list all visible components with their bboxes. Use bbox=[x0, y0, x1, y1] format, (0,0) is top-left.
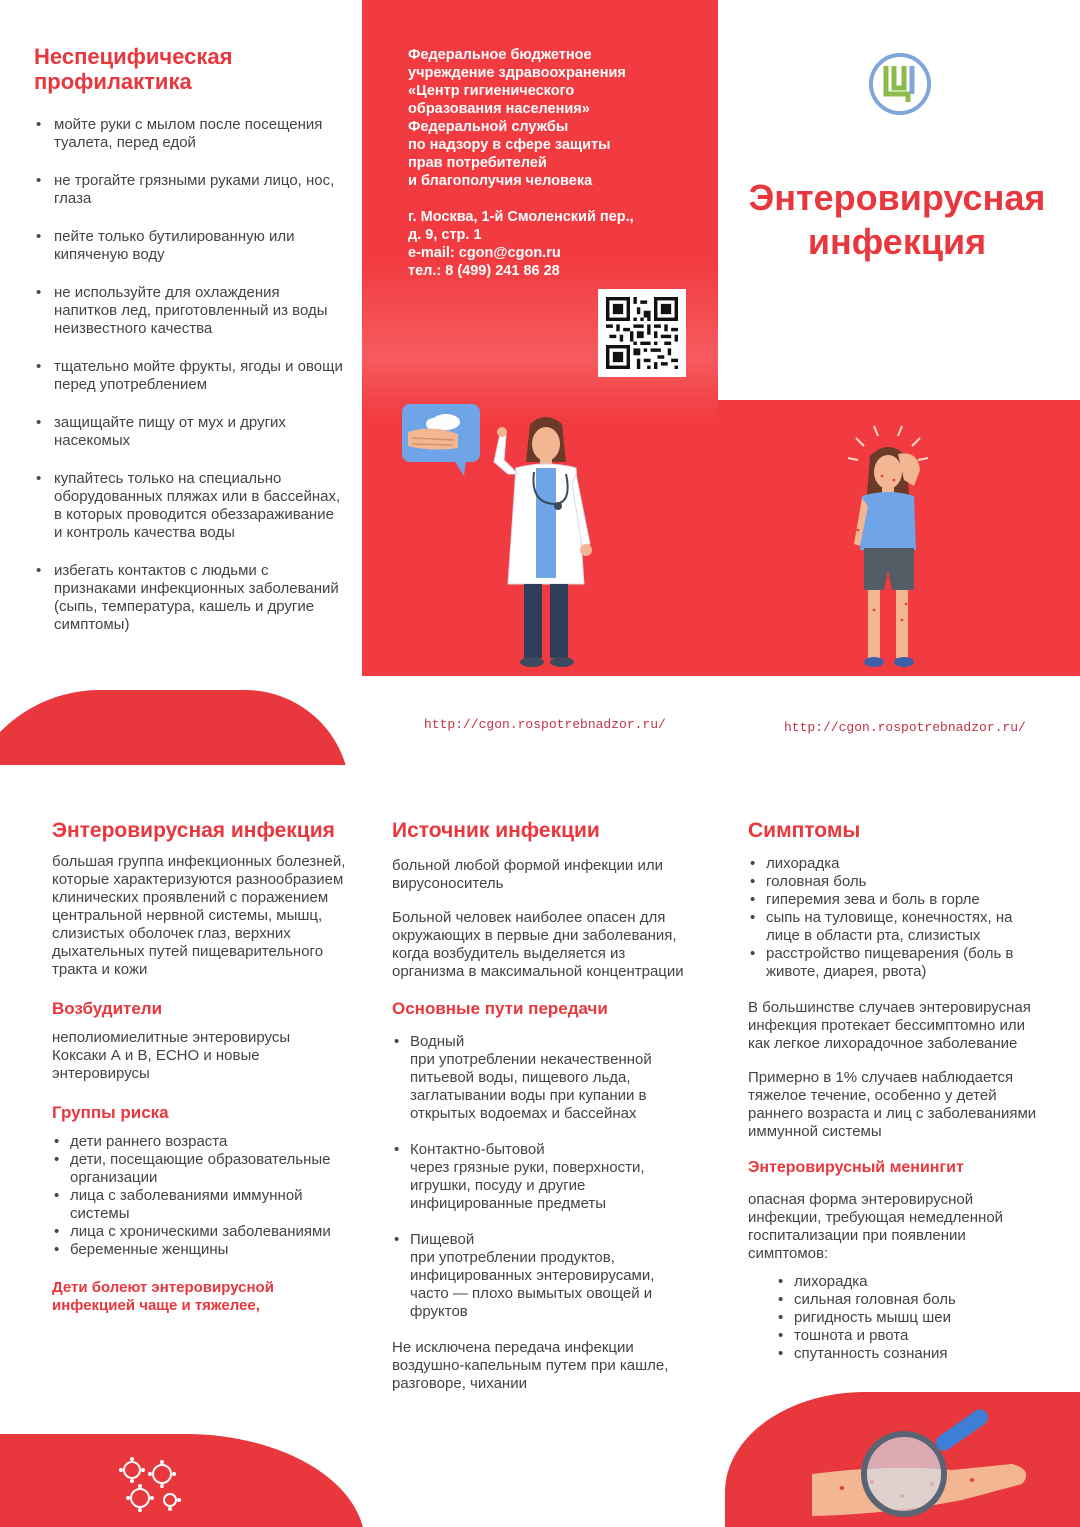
website-link[interactable]: http://cgon.rospotrebnadzor.ru/ bbox=[784, 720, 1026, 735]
list-item: • спутанность сознания bbox=[776, 1345, 1048, 1363]
route-desc: при употреблении некачественной питьевой воды, пищевого льда, заглатывании воды при купании в открытых водоемах и бассейнах bbox=[410, 1051, 652, 1122]
mild-course-text: В большинстве случаев энтеровирусная инфекция протекает бессимптомно или как легкое лихорадочное заболевание bbox=[748, 999, 1031, 1052]
list-item: • расстройство пищеварения (боль в животе, диарея, рвота) bbox=[748, 945, 1048, 981]
about-infection-column bbox=[52, 818, 348, 1315]
magnifier-icon bbox=[812, 1404, 1042, 1527]
route-name: • Водный bbox=[410, 1033, 465, 1050]
pathogens-text: неполиомиелитные энтеровирусы Коксаки А и В, ECHO и новые энтеровирусы bbox=[52, 1029, 291, 1082]
list-item: • головная боль bbox=[748, 873, 1048, 891]
cgon-logo bbox=[868, 52, 932, 116]
org-phone[interactable]: тел.: 8 (499) 241 86 28 bbox=[408, 263, 560, 279]
routes-title: Основные пути передачи bbox=[392, 999, 608, 1018]
route-desc: при употреблении продуктов, инфицированных энтеровирусами, часто — плохо вымытых овощей и фруктов bbox=[410, 1249, 655, 1320]
children-note: Дети болеют энтеровирусной инфекцией чаще и тяжелее, bbox=[52, 1279, 274, 1314]
sick-girl-icon bbox=[834, 420, 944, 672]
org-name-line: и благополучия человека bbox=[408, 173, 593, 189]
routes-list bbox=[392, 1033, 697, 1321]
doctor-icon bbox=[486, 414, 606, 670]
source-column bbox=[392, 818, 697, 1393]
severe-course-text: Примерно в 1% случаев наблюдается тяжелое течение, особенно у детей раннего возраста и лиц с заболеваниями иммунной системы bbox=[748, 1069, 1037, 1140]
symptoms-column bbox=[748, 818, 1048, 1363]
pathogens-title: Возбудители bbox=[52, 999, 163, 1018]
about-description: большая группа инфекционных болезней, которые характеризуются разнообразием клинических проявлений с поражением центральной нервной системы, мышц, слизистых оболочек глаз, верхних дыхательных путей пищеварительного тракта и кожи bbox=[52, 853, 346, 978]
org-name-line: Федеральное бюджетное bbox=[408, 47, 592, 63]
org-address-line: д. 9, стр. 1 bbox=[408, 227, 482, 243]
airborne-text: Не исключена передача инфекции воздушно-капельным путем при кашле, разговоре, чихании bbox=[392, 1339, 669, 1392]
cgon-logo-icon bbox=[868, 52, 932, 116]
route-name: • Контактно-бытовой bbox=[410, 1141, 545, 1158]
organization-info bbox=[408, 46, 708, 280]
list-item bbox=[392, 1033, 697, 1123]
magnifier-rash-illustration bbox=[812, 1404, 1042, 1527]
list-item: • лихорадка bbox=[776, 1273, 1048, 1291]
meningitis-symptoms-list bbox=[776, 1273, 1048, 1363]
org-name-line: образования населения» bbox=[408, 101, 590, 117]
route-name: • Пищевой bbox=[410, 1231, 475, 1248]
list-item: • не трогайте грязными руками лицо, нос, глаза bbox=[34, 172, 344, 208]
website-link[interactable]: http://cgon.rospotrebnadzor.ru/ bbox=[424, 717, 666, 732]
risk-groups-title: Группы риска bbox=[52, 1103, 169, 1122]
list-item: • избегать контактов с людьми с признаками инфекционных заболеваний (сыпь, температура, кашель и другие симптомы) bbox=[34, 562, 344, 634]
sick-girl-illustration bbox=[834, 420, 944, 676]
decorative-red-corner bbox=[0, 690, 350, 765]
list-item: • пейте только бутилированную или кипяченую воду bbox=[34, 228, 344, 264]
source-title: Источник инфекции bbox=[392, 819, 600, 842]
list-item: • защищайте пищу от мух и других насекомых bbox=[34, 414, 344, 450]
list-item: • лихорадка bbox=[748, 855, 1048, 873]
list-item: • не используйте для охлаждения напитков лед, приготовленный из воды неизвестного качества bbox=[34, 284, 344, 338]
list-item: • лица с хроническими заболеваниями bbox=[52, 1223, 348, 1241]
list-item: • сильная головная боль bbox=[776, 1291, 1048, 1309]
route-desc: через грязные руки, поверхности, игрушки, посуду и другие инфицированные предметы bbox=[410, 1159, 645, 1212]
list-item: • тошнота и рвота bbox=[776, 1327, 1048, 1345]
about-title: Энтеровирусная инфекция bbox=[52, 819, 335, 842]
qr-code-icon bbox=[606, 297, 678, 369]
risk-groups-list bbox=[52, 1133, 348, 1259]
org-name-line: «Центр гигиенического bbox=[408, 83, 575, 99]
cover-title-line: инфекция bbox=[807, 221, 987, 262]
list-item: • мойте руки с мылом после посещения туалета, перед едой bbox=[34, 116, 344, 152]
hand-washing-icon bbox=[402, 404, 482, 476]
prevention-section bbox=[34, 44, 344, 654]
symptoms-list bbox=[748, 855, 1048, 981]
prevention-title: Неспецифическая профилактика bbox=[34, 44, 233, 94]
org-name-line: прав потребителей bbox=[408, 155, 547, 171]
list-item: • ригидность мышц шеи bbox=[776, 1309, 1048, 1327]
org-name-line: учреждение здравоохранения bbox=[408, 65, 626, 81]
list-item: • лица с заболеваниями иммунной системы bbox=[52, 1187, 348, 1223]
list-item: • дети, посещающие образовательные организации bbox=[52, 1151, 348, 1187]
symptoms-title: Симптомы bbox=[748, 819, 861, 842]
org-name-line: Федеральной службы bbox=[408, 119, 569, 135]
danger-text: Больной человек наиболее опасен для окружающих в первые дни заболевания, когда возбудитель выделяется из организма в максимальной концентрации bbox=[392, 909, 684, 980]
source-text: больной любой формой инфекции или вирусоноситель bbox=[392, 857, 663, 892]
list-item: • дети раннего возраста bbox=[52, 1133, 348, 1151]
meningitis-text: опасная форма энтеровирусной инфекции, требующая немедленной госпитализации при появлении симптомов: bbox=[748, 1191, 1004, 1262]
list-item: • гиперемия зева и боль в горле bbox=[748, 891, 1048, 909]
list-item: • купайтесь только на специально оборудованных пляжах или в бассейнах, в которых проводится обеззараживание и контроль качества воды bbox=[34, 470, 344, 542]
org-name-line: по надзору в сфере защиты bbox=[408, 137, 611, 153]
list-item: • тщательно мойте фрукты, ягоды и овощи перед употреблением bbox=[34, 358, 344, 394]
list-item: • сыпь на туловище, конечностях, на лице в области рта, слизистых bbox=[748, 909, 1048, 945]
list-item bbox=[392, 1141, 697, 1213]
list-item bbox=[392, 1231, 697, 1321]
virus-icon bbox=[116, 1456, 186, 1514]
hand-washing-bubble bbox=[402, 404, 482, 480]
brochure-inner-side bbox=[0, 772, 1080, 1527]
qr-code[interactable] bbox=[598, 289, 686, 377]
meningitis-title: Энтеровирусный менингит bbox=[748, 1159, 964, 1176]
cover-title bbox=[722, 176, 1072, 264]
list-item: • беременные женщины bbox=[52, 1241, 348, 1259]
prevention-list bbox=[34, 116, 344, 634]
cover-title-line: Энтеровирусная bbox=[748, 177, 1046, 218]
org-email[interactable]: e-mail: cgon@cgon.ru bbox=[408, 245, 561, 261]
doctor-illustration bbox=[486, 414, 606, 674]
virus-icon-group bbox=[116, 1456, 186, 1518]
org-address-line: г. Москва, 1-й Смоленский пер., bbox=[408, 209, 634, 225]
